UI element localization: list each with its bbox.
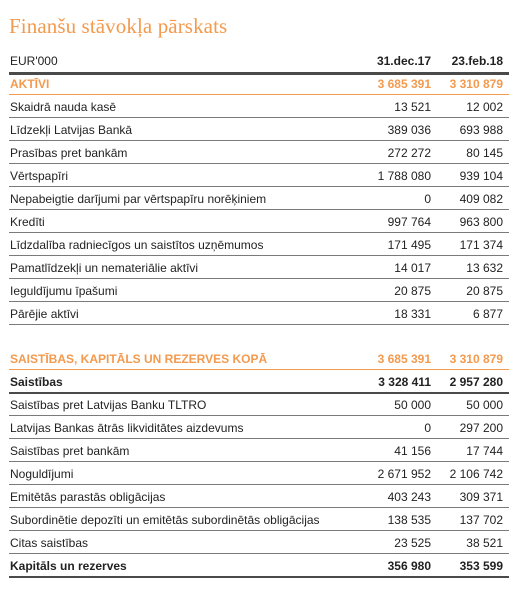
column-header-dec17: 31.dec.17 xyxy=(376,54,431,68)
column-header-feb18: 23.feb.18 xyxy=(451,54,503,68)
row-label: Saistības pret bankām xyxy=(10,444,130,458)
row-value-feb18: 171 374 xyxy=(459,238,503,252)
row-value-dec17: 23 525 xyxy=(394,536,431,550)
assets-heading-v1: 3 685 391 xyxy=(377,77,431,91)
row-label: Subordinētie depozīti un emitētās subordinētās obligācijas xyxy=(10,513,320,527)
row-value-dec17: 41 156 xyxy=(394,444,431,458)
row-value-dec17: 389 036 xyxy=(387,123,431,137)
row-value-feb18: 2 106 742 xyxy=(449,467,503,481)
row-value-dec17: 138 535 xyxy=(387,513,431,527)
row-label: Pamatlīdzekļi un nemateriālie aktīvi xyxy=(10,261,199,275)
row-value-feb18: 137 702 xyxy=(459,513,503,527)
table-row xyxy=(9,164,509,187)
row-label: Nepabeigtie darījumi par vērtspapīru norēķiniem xyxy=(10,192,267,206)
row-label: Emitētās parastās obligācijas xyxy=(10,490,166,504)
table-row xyxy=(9,118,509,141)
row-value-feb18: 80 145 xyxy=(466,146,503,160)
row-value-feb18: 297 200 xyxy=(459,421,503,435)
table-row xyxy=(9,256,509,279)
row-value-feb18: 6 877 xyxy=(472,307,503,321)
row-label: Prasības pret bankām xyxy=(10,146,128,160)
row-value-feb18: 963 800 xyxy=(459,215,503,229)
row-label: Līdzekļi Latvijas Bankā xyxy=(10,123,133,137)
table-row xyxy=(9,302,509,325)
row-value-feb18: 409 082 xyxy=(459,192,503,206)
capital-reserves-row xyxy=(9,554,509,578)
row-value-feb18: 2 957 280 xyxy=(449,375,503,389)
table-row xyxy=(9,531,509,554)
liabilities-subtotal-row xyxy=(9,370,509,394)
liabilities-heading-v1: 3 685 391 xyxy=(377,352,431,366)
row-value-feb18: 38 521 xyxy=(466,536,503,550)
row-value-dec17: 14 017 xyxy=(394,261,431,275)
row-label: Latvijas Bankas ātrās likviditātes aizdevums xyxy=(10,421,244,435)
row-value-dec17: 403 243 xyxy=(387,490,431,504)
assets-heading-label: AKTĪVI xyxy=(10,77,50,91)
liabilities-heading-label: SAISTĪBAS, KAPITĀLS UN REZERVES KOPĀ xyxy=(10,352,268,366)
row-value-dec17: 1 788 080 xyxy=(377,169,431,183)
row-value-feb18: 20 875 xyxy=(466,284,503,298)
row-label: Noguldījumi xyxy=(10,467,74,481)
table-row xyxy=(9,416,509,439)
row-value-dec17: 356 980 xyxy=(387,559,431,573)
row-label: Kredīti xyxy=(10,215,45,229)
table-row xyxy=(9,508,509,531)
row-value-dec17: 3 328 411 xyxy=(378,375,431,389)
row-value-dec17: 20 875 xyxy=(394,284,431,298)
row-label: Saistības pret Latvijas Banku TLTRO xyxy=(10,398,207,412)
row-value-feb18: 12 002 xyxy=(466,100,503,114)
assets-heading-v2: 3 310 879 xyxy=(449,77,503,91)
row-label: Saistības xyxy=(10,375,63,389)
row-value-dec17: 13 521 xyxy=(394,100,431,114)
assets-heading-row xyxy=(9,72,509,95)
table-row xyxy=(9,95,509,118)
liabilities-heading-row xyxy=(9,347,509,370)
row-value-feb18: 17 744 xyxy=(466,444,503,458)
row-label: Līdzdalība radniecīgos un saistītos uzņēmumos xyxy=(10,238,264,252)
table-row xyxy=(9,210,509,233)
row-value-dec17: 0 xyxy=(424,421,431,435)
row-label: Pārējie aktīvi xyxy=(10,307,79,321)
table-row xyxy=(9,439,509,462)
table-row xyxy=(9,279,509,302)
row-value-feb18: 50 000 xyxy=(466,398,503,412)
row-value-dec17: 171 495 xyxy=(387,238,431,252)
row-label: Vērtspapīri xyxy=(10,169,69,183)
row-value-dec17: 0 xyxy=(424,192,431,206)
liabilities-heading-v2: 3 310 879 xyxy=(449,352,503,366)
row-value-dec17: 50 000 xyxy=(394,398,431,412)
table-row xyxy=(9,485,509,508)
table-row xyxy=(9,141,509,164)
unit-label: EUR'000 xyxy=(10,54,58,68)
page-title: Finanšu stāvokļa pārskats xyxy=(9,14,228,38)
row-value-feb18: 693 988 xyxy=(459,123,503,137)
row-value-feb18: 353 599 xyxy=(459,559,503,573)
row-value-feb18: 939 104 xyxy=(459,169,503,183)
row-label: Ieguldījumu īpašumi xyxy=(10,284,118,298)
table-row xyxy=(9,187,509,210)
table-row xyxy=(9,462,509,485)
row-value-dec17: 18 331 xyxy=(394,307,431,321)
row-label: Kapitāls un rezerves xyxy=(10,559,127,573)
row-value-feb18: 309 371 xyxy=(459,490,503,504)
table-row xyxy=(9,233,509,256)
row-value-dec17: 2 671 952 xyxy=(377,467,431,481)
table-row xyxy=(9,393,509,416)
row-value-feb18: 13 632 xyxy=(466,261,503,275)
row-label: Citas saistības xyxy=(10,536,89,550)
row-label: Skaidrā nauda kasē xyxy=(10,100,117,114)
row-value-dec17: 272 272 xyxy=(387,146,431,160)
row-value-dec17: 997 764 xyxy=(387,215,431,229)
